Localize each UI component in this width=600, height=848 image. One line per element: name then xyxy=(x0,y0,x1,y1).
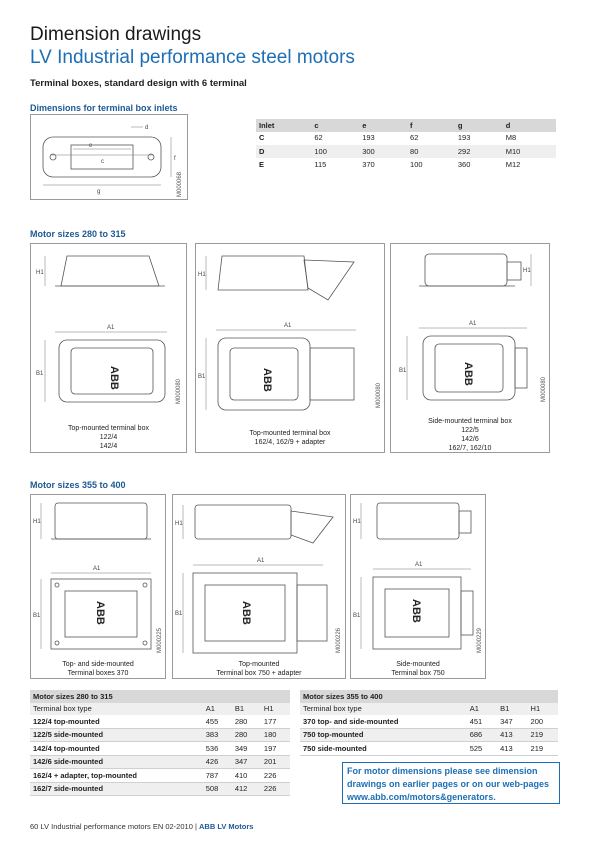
table-row: 162/7 side-mounted 508 412 226 xyxy=(30,782,290,796)
table-row: 750 side-mounted 525 413 219 xyxy=(300,742,558,756)
svg-text:ABB: ABB xyxy=(462,362,474,386)
col-inlet: Inlet xyxy=(256,119,311,132)
table-355-400-title: Motor sizes 355 to 400 xyxy=(300,690,558,703)
label-e: e xyxy=(89,143,93,149)
inlet-drawing-panel xyxy=(30,114,188,200)
intro-text: Terminal boxes, standard design with 6 terminal xyxy=(30,78,247,89)
label-d: d xyxy=(145,125,149,131)
panel-355-1: H1 A1 B1 ABB M000225 Top- and side-mounted Terminal boxes 370 xyxy=(30,494,166,679)
svg-text:B1: B1 xyxy=(353,613,361,619)
footer-text: 60 LV Industrial performance motors EN 02-2010 | xyxy=(30,822,199,831)
inlet-table xyxy=(256,119,556,172)
svg-text:ABB: ABB xyxy=(240,601,252,625)
col-d: d xyxy=(503,119,556,132)
footer-brand: ABB LV Motors xyxy=(198,822,254,831)
svg-text:B1: B1 xyxy=(33,613,41,619)
page-footer xyxy=(30,822,253,831)
svg-text:H1: H1 xyxy=(33,519,41,525)
table-row: 370 top- and side-mounted 451 347 200 xyxy=(300,715,558,728)
panel-280-1: H1 A1 B1 ABB M000080 Top-mounted terminal box 122/4 142/4 xyxy=(30,243,187,453)
svg-text:B1: B1 xyxy=(175,611,183,617)
panel-355-2-caption: Top-mounted Terminal box 750 + adapter xyxy=(216,661,302,677)
panel-280-3-caption: Side-mounted terminal box 122/5 142/6 162/7, 162/10 xyxy=(428,418,512,452)
label-c: c xyxy=(101,159,104,165)
panel-355-2: H1 A1 B1 ABB M000226 Top-mounted Terminal box 750 + adapter xyxy=(172,494,346,679)
svg-text:H1: H1 xyxy=(36,270,44,276)
table-row: C 62 193 62 193 M8 xyxy=(256,132,556,145)
panel-280-2-caption: Top-mounted terminal box 162/4, 162/9 + adapter xyxy=(249,430,331,446)
sizes-355-400-heading: Motor sizes 355 to 400 xyxy=(30,480,126,490)
panel-280-3: H1 A1 B1 ABB M000080 Side-mounted terminal box 122/5 142/6 162/7, 162/10 xyxy=(390,243,550,453)
svg-text:A1: A1 xyxy=(415,562,423,568)
panel-280-1-caption: Top-mounted terminal box 122/4 142/4 xyxy=(68,425,149,450)
col-g: g xyxy=(455,119,503,132)
panel-355-1-drawing xyxy=(31,495,167,680)
motor-dimensions-note: For motor dimensions please see dimension drawings on earlier pages or on our web-pages www.abb.com/motors&generators. xyxy=(342,762,560,804)
svg-text:A1: A1 xyxy=(469,321,477,327)
table-280-315: Motor sizes 280 to 315 Terminal box type A1 B1 H1 122/4 top-mounted 455 280 177 122/5 side-mounted 383 280 180 142/4 top-mounted 536 349 197 142/6 side-mounted 426 347 201 162/4 + adapter, top-mounted 787 410 226 162/7 side-mounted 508 412 226 xyxy=(30,690,290,796)
table-355-400: Motor sizes 355 to 400 Terminal box type A1 B1 H1 370 top- and side-mounted 451 347 200 750 top-mounted 686 413 219 750 side-mounted 525 413 219 xyxy=(300,690,558,756)
table-row: D 100 300 80 292 M10 xyxy=(256,145,556,159)
table-row: 142/4 top-mounted 536 349 197 xyxy=(30,742,290,756)
svg-text:H1: H1 xyxy=(523,268,531,274)
label-g: g xyxy=(97,189,101,195)
svg-text:ABB: ABB xyxy=(108,366,120,390)
svg-text:H1: H1 xyxy=(175,521,183,527)
drawing-code: M000068 xyxy=(177,171,183,197)
inlets-heading: Dimensions for terminal box inlets xyxy=(30,103,178,113)
svg-text:ABB: ABB xyxy=(261,368,273,392)
svg-text:H1: H1 xyxy=(353,519,361,525)
svg-text:A1: A1 xyxy=(93,566,101,572)
col-e: e xyxy=(359,119,407,132)
panel-280-1-drawing xyxy=(31,244,188,454)
panel-355-2-drawing xyxy=(173,495,347,680)
table-280-315-title: Motor sizes 280 to 315 xyxy=(30,690,290,703)
table-row: E 115 370 100 360 M12 xyxy=(256,158,556,172)
svg-text:ABB: ABB xyxy=(94,601,106,625)
svg-text:A1: A1 xyxy=(107,325,115,331)
svg-text:A1: A1 xyxy=(257,558,265,564)
table-row: 122/5 side-mounted 383 280 180 xyxy=(30,728,290,742)
svg-text:ABB: ABB xyxy=(410,599,422,623)
inlet-drawing xyxy=(31,115,189,201)
table-row: 750 top-mounted 686 413 219 xyxy=(300,728,558,742)
svg-text:B1: B1 xyxy=(36,371,44,377)
panel-355-3: H1 A1 B1 ABB M000229 Side-mounted Terminal box 750 xyxy=(350,494,486,679)
svg-text:B1: B1 xyxy=(198,374,206,380)
svg-text:H1: H1 xyxy=(198,272,206,278)
table-row: 122/4 top-mounted 455 280 177 xyxy=(30,715,290,728)
panel-355-3-caption: Side-mounted Terminal box 750 xyxy=(391,661,445,677)
table-row: 142/6 side-mounted 426 347 201 xyxy=(30,755,290,769)
page-title: Dimension drawings xyxy=(30,24,202,45)
table-row: 162/4 + adapter, top-mounted 787 410 226 xyxy=(30,769,290,783)
panel-280-2: H1 A1 B1 ABB M000080 Top-mounted terminal box 162/4, 162/9 + adapter xyxy=(195,243,385,453)
svg-text:B1: B1 xyxy=(399,368,407,374)
page-subtitle: LV Industrial performance steel motors xyxy=(30,47,355,68)
sizes-280-315-heading: Motor sizes 280 to 315 xyxy=(30,229,126,239)
svg-text:A1: A1 xyxy=(284,323,292,329)
col-f: f xyxy=(407,119,455,132)
col-c: c xyxy=(311,119,359,132)
panel-355-1-caption: Top- and side-mounted Terminal boxes 370 xyxy=(62,661,134,677)
panel-355-3-drawing xyxy=(351,495,487,680)
panel-280-2-drawing xyxy=(196,244,386,454)
label-f: f xyxy=(174,156,176,162)
